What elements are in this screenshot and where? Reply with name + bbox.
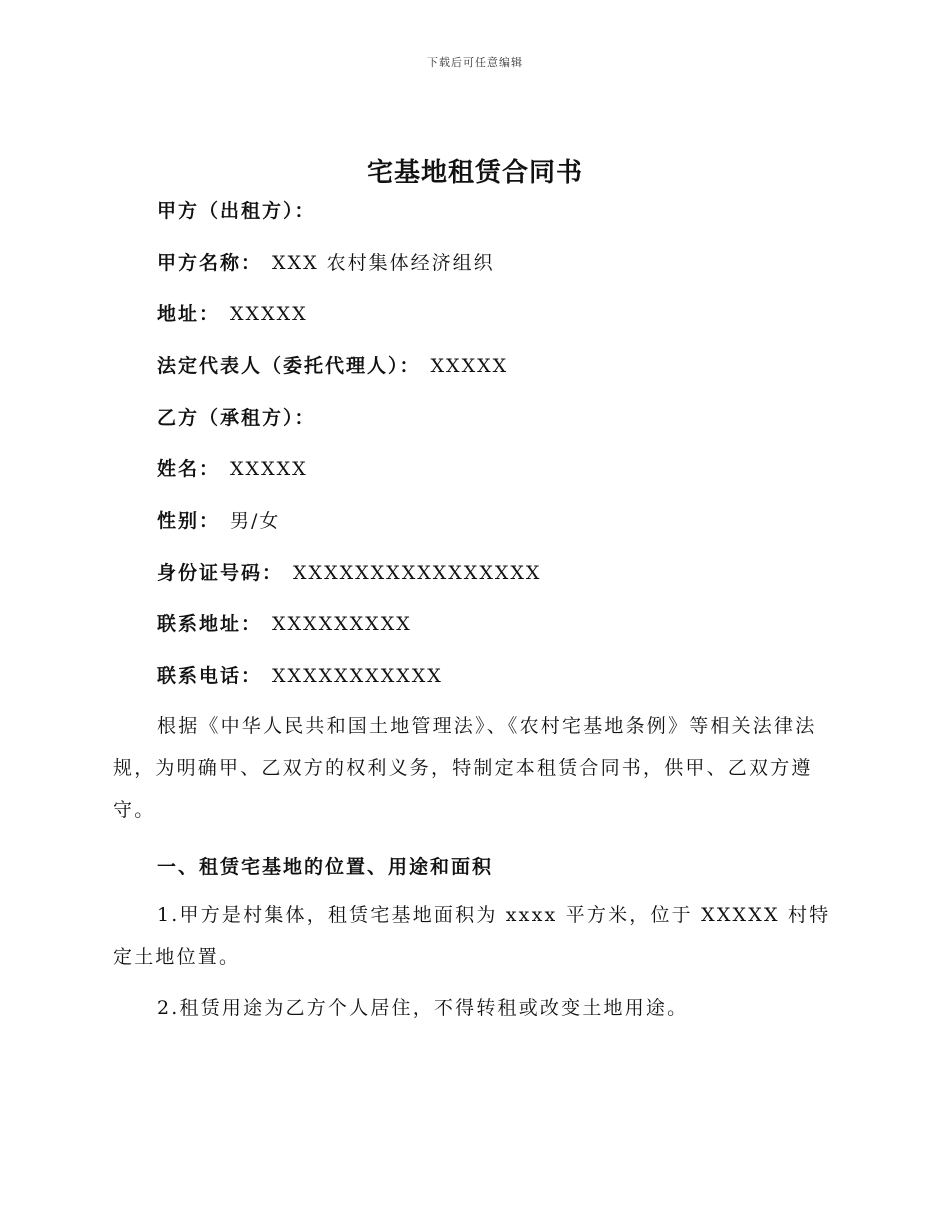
party-a-address-line <box>157 301 308 327</box>
party-a-name-label: 甲方名称： <box>157 252 263 274</box>
preamble-paragraph: 根据《中华人民共和国土地管理法》、《农村宅基地条例》等相关法律法规，为明确甲、乙双方的权利义务，特制定本租赁合同书，供甲、乙双方遵守。 <box>113 715 817 821</box>
party-a-rep-line <box>157 353 508 379</box>
party-b-heading <box>157 405 316 431</box>
section-1-item-2: 2.租赁用途为乙方个人居住，不得转租或改变土地用途。 <box>157 997 689 1019</box>
party-b-gender-line <box>157 508 280 534</box>
party-b-name-line <box>157 456 308 482</box>
party-b-gender-value: 男/女 <box>230 510 281 532</box>
party-b-name-value: XXXXX <box>230 458 308 480</box>
party-a-address-value: XXXXX <box>230 303 308 325</box>
party-a-address-label: 地址： <box>157 303 221 325</box>
section-1-heading: 一、租赁宅基地的位置、用途和面积 <box>157 856 494 878</box>
party-a-name-value: XXX 农村集体经济组织 <box>272 252 495 274</box>
party-a-name-line <box>157 250 495 276</box>
party-b-id-value: XXXXXXXXXXXXXXXX <box>293 562 542 584</box>
party-b-name-label: 姓名： <box>157 458 221 480</box>
party-b-contact-address-label: 联系地址： <box>157 613 263 635</box>
party-a-rep-label: 法定代表人（委托代理人）： <box>157 355 421 377</box>
party-b-id-label: 身份证号码： <box>157 562 284 584</box>
document-title: 宅基地租赁合同书 <box>366 158 583 188</box>
party-b-id-line <box>157 560 541 586</box>
header-note: 下载后可任意编辑 <box>427 56 523 69</box>
party-b-phone-label: 联系电话： <box>157 665 263 687</box>
party-b-phone-value: XXXXXXXXXXX <box>272 665 443 687</box>
party-b-heading-label: 乙方（承租方）： <box>157 407 316 429</box>
party-a-rep-value: XXXXX <box>430 355 509 377</box>
party-a-heading <box>157 198 316 224</box>
party-b-contact-address-line <box>157 611 412 637</box>
party-b-phone-line <box>157 663 443 689</box>
section-1-item-1: 1.甲方是村集体，租赁宅基地面积为 xxxx 平方米，位于 XXXXX 村特定土地位置。 <box>113 904 831 968</box>
party-b-contact-address-value: XXXXXXXXX <box>272 613 412 635</box>
party-b-gender-label: 性别： <box>157 510 221 532</box>
party-a-heading-label: 甲方（出租方）： <box>157 200 316 222</box>
